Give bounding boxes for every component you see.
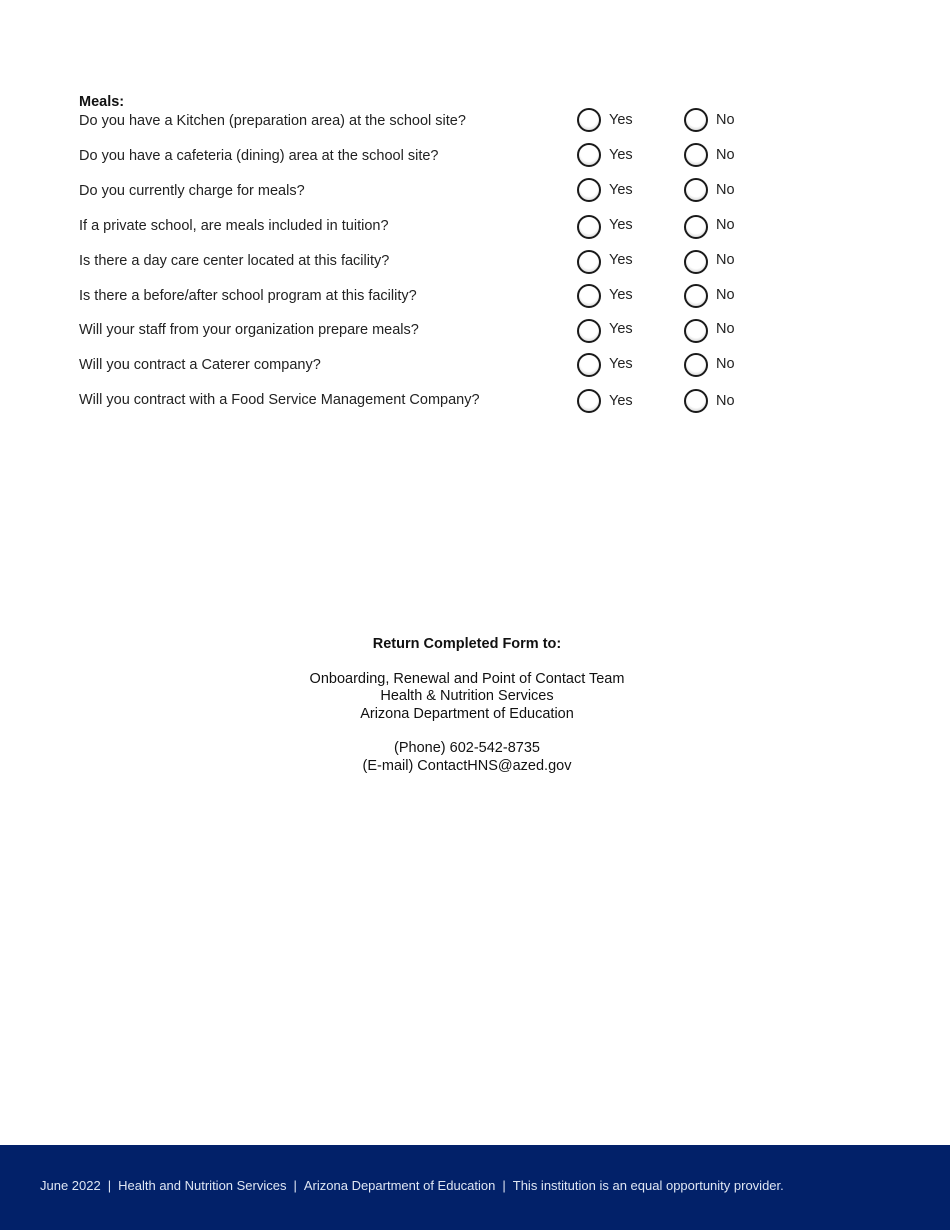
yes-label: Yes	[609, 320, 633, 337]
question-text: If a private school, are meals included in tuition?	[79, 218, 389, 234]
question-text: Is there a day care center located at this facility?	[79, 253, 390, 269]
footer-text	[40, 1178, 784, 1193]
no-radio-option[interactable]	[684, 389, 735, 413]
yes-radio-option[interactable]	[577, 353, 633, 377]
no-radio-option[interactable]	[684, 250, 735, 274]
question-row	[79, 288, 779, 318]
no-label: No	[716, 286, 735, 303]
radio-button-icon[interactable]	[684, 143, 708, 167]
yes-label: Yes	[609, 147, 633, 163]
radio-button-icon[interactable]	[577, 284, 601, 308]
question-text: Will you contract a Caterer company?	[79, 357, 321, 373]
yes-radio-option[interactable]	[577, 143, 633, 167]
yes-radio-option[interactable]	[577, 250, 633, 274]
yes-radio-option[interactable]	[577, 178, 633, 202]
question-row	[79, 253, 779, 283]
no-radio-option[interactable]	[684, 178, 735, 202]
yes-label: Yes	[609, 286, 633, 303]
radio-button-icon[interactable]	[684, 250, 708, 274]
no-label: No	[716, 216, 735, 233]
question-text: Is there a before/after school program at this facility?	[79, 288, 417, 304]
no-label: No	[716, 393, 735, 409]
radio-button-icon[interactable]	[684, 389, 708, 413]
yes-radio-option[interactable]	[577, 108, 633, 132]
yes-radio-option[interactable]	[577, 319, 633, 343]
yes-label: Yes	[609, 393, 633, 409]
no-label: No	[716, 147, 735, 163]
question-text: Will you contract with a Food Service Management Company?	[79, 392, 480, 408]
radio-button-icon[interactable]	[684, 353, 708, 377]
footer-date: June 2022	[40, 1178, 101, 1193]
radio-button-icon[interactable]	[577, 353, 601, 377]
question-row	[79, 218, 779, 248]
radio-button-icon[interactable]	[684, 178, 708, 202]
footer-division: Health and Nutrition Services	[118, 1178, 287, 1193]
question-row	[79, 113, 779, 143]
radio-button-icon[interactable]	[577, 178, 601, 202]
radio-button-icon[interactable]	[577, 250, 601, 274]
question-row	[79, 392, 779, 422]
return-phone: (Phone) 602-542-8735	[394, 740, 540, 756]
page-footer	[0, 1145, 950, 1230]
yes-label: Yes	[609, 112, 633, 128]
no-radio-option[interactable]	[684, 319, 735, 343]
no-radio-option[interactable]	[684, 353, 735, 377]
return-title: Return Completed Form to:	[372, 636, 562, 652]
question-row	[79, 357, 779, 387]
section-title: Meals:	[79, 94, 125, 110]
no-radio-option[interactable]	[684, 108, 735, 132]
yes-radio-option[interactable]	[577, 389, 633, 413]
radio-button-icon[interactable]	[577, 143, 601, 167]
question-text: Do you have a cafeteria (dining) area at the school site?	[79, 148, 439, 164]
return-team: Onboarding, Renewal and Point of Contact Team	[309, 670, 625, 687]
no-label: No	[716, 182, 735, 198]
question-row	[79, 183, 779, 213]
radio-button-icon[interactable]	[684, 284, 708, 308]
no-label: No	[716, 251, 735, 268]
question-row	[79, 322, 779, 352]
no-radio-option[interactable]	[684, 143, 735, 167]
no-label: No	[716, 355, 735, 372]
radio-button-icon[interactable]	[577, 389, 601, 413]
footer-separator: |	[107, 1178, 112, 1193]
footer-statement: This institution is an equal opportunity provider.	[512, 1178, 784, 1193]
no-label: No	[716, 320, 735, 337]
yes-radio-option[interactable]	[577, 284, 633, 308]
yes-label: Yes	[609, 251, 633, 268]
question-text: Do you have a Kitchen (preparation area) at the school site?	[79, 113, 466, 129]
radio-button-icon[interactable]	[577, 108, 601, 132]
radio-button-icon[interactable]	[684, 319, 708, 343]
spacer	[0, 723, 934, 740]
return-division: Health & Nutrition Services	[380, 688, 554, 704]
question-row	[79, 148, 779, 178]
return-info-block	[0, 636, 934, 775]
question-text: Will your staff from your organization prepare meals?	[79, 322, 419, 338]
question-text: Do you currently charge for meals?	[79, 183, 305, 199]
yes-label: Yes	[609, 355, 633, 372]
no-radio-option[interactable]	[684, 284, 735, 308]
no-radio-option[interactable]	[684, 215, 735, 239]
radio-button-icon[interactable]	[577, 319, 601, 343]
radio-button-icon[interactable]	[684, 108, 708, 132]
footer-separator: |	[293, 1178, 297, 1193]
no-label: No	[716, 112, 735, 128]
yes-radio-option[interactable]	[577, 215, 633, 239]
yes-label: Yes	[609, 216, 633, 233]
radio-button-icon[interactable]	[684, 215, 708, 239]
return-department: Arizona Department of Education	[360, 705, 574, 722]
footer-department: Arizona Department of Education	[303, 1178, 496, 1193]
yes-label: Yes	[609, 182, 633, 198]
return-email: (E-mail) ContactHNS@azed.gov	[362, 757, 572, 774]
radio-button-icon[interactable]	[577, 215, 601, 239]
footer-separator: |	[502, 1178, 506, 1193]
